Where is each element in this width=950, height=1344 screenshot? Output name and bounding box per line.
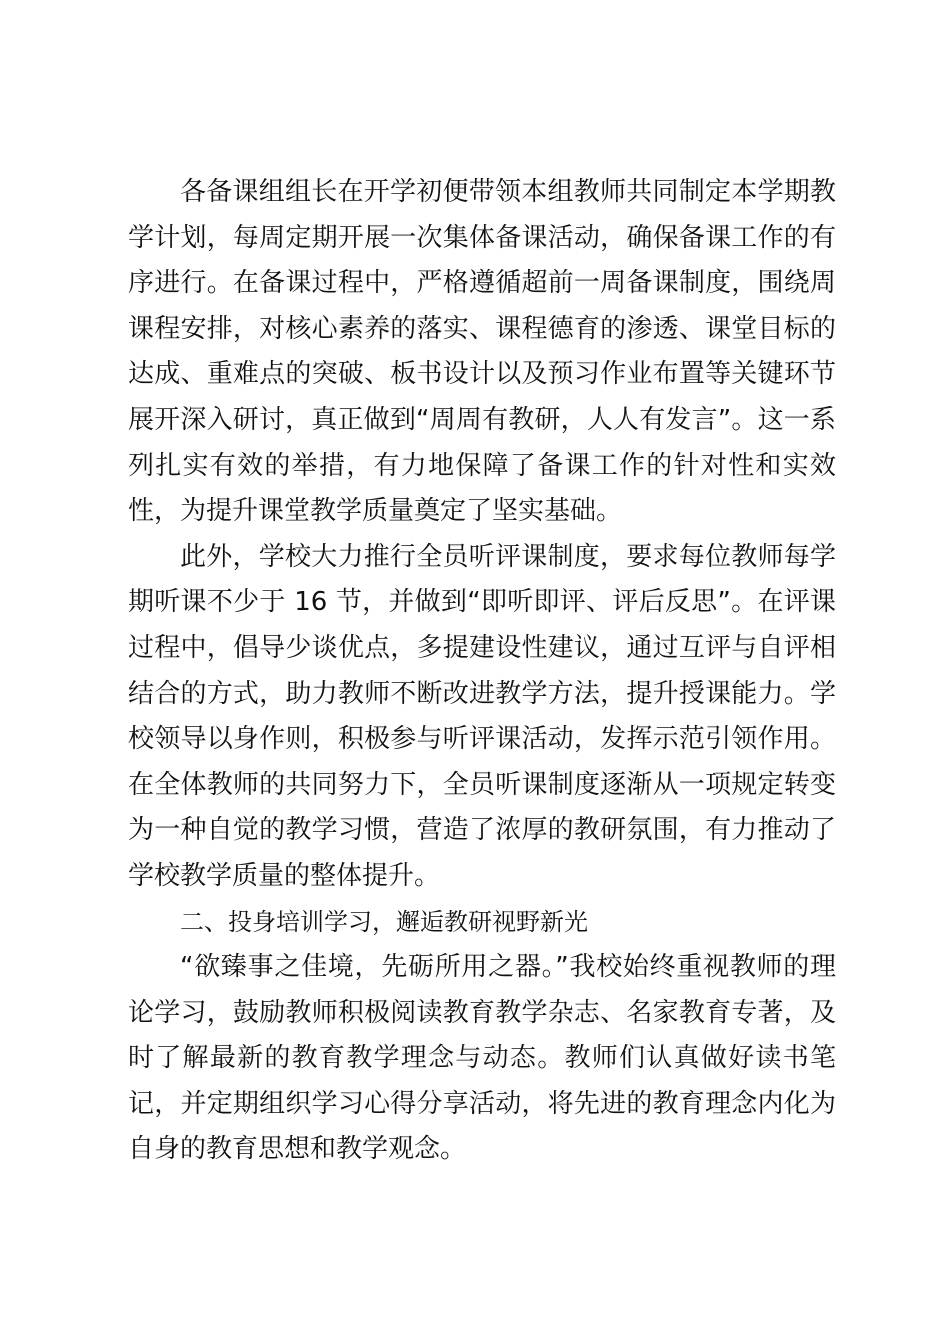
paragraph-theory-study: “欲臻事之佳境，先砺所用之器。”我校始终重视教师的理论学习，鼓励教师积极阅读教育教学杂志、名家教育专著，及时了解最新的教育教学理念与动态。教师们认真做好读书笔记，并定期组织学习心得分享活动，将先进的教育理念内化为自身的教育思想和教学观念。 <box>128 952 836 1165</box>
document-body <box>128 170 836 1173</box>
section-heading: 二、投身培训学习，邂逅教研视野新光 <box>180 907 588 936</box>
paragraph-lesson-prep: 各备课组组长在开学初便带领本组教师共同制定本学期教学计划，每周定期开展一次集体备课活动，确保备课工作的有序进行。在备课过程中，严格遵循超前一周备课制度，围绕周课程安排，对核心素养的落实、课程德育的渗透、课堂目标的达成、重难点的突破、板书设计以及预习作业布置等关键环节展开深入研讨，真正做到“周周有教研，人人有发言”。这一系列扎实有效的举措，有力地保障了备课工作的针对性和实效性，为提升课堂教学质量奠定了坚实基础。 <box>128 177 836 527</box>
paragraph-lesson-observation: 此外，学校大力推行全员听评课制度，要求每位教师每学期听课不少于 16 节，并做到“即听即评、评后反思”。在评课过程中，倡导少谈优点，多提建设性建议，通过互评与自评相结合的方式，助力教师不断改进教学方法，提升授课能力。学校领导以身作则，积极参与听评课活动，发挥示范引领作用。在全体教师的共同努力下，全员听课制度逐渐从一项规定转变为一种自觉的教学习惯，营造了浓厚的教研氛围，有力推动了学校教学质量的整体提升。 <box>128 541 836 891</box>
